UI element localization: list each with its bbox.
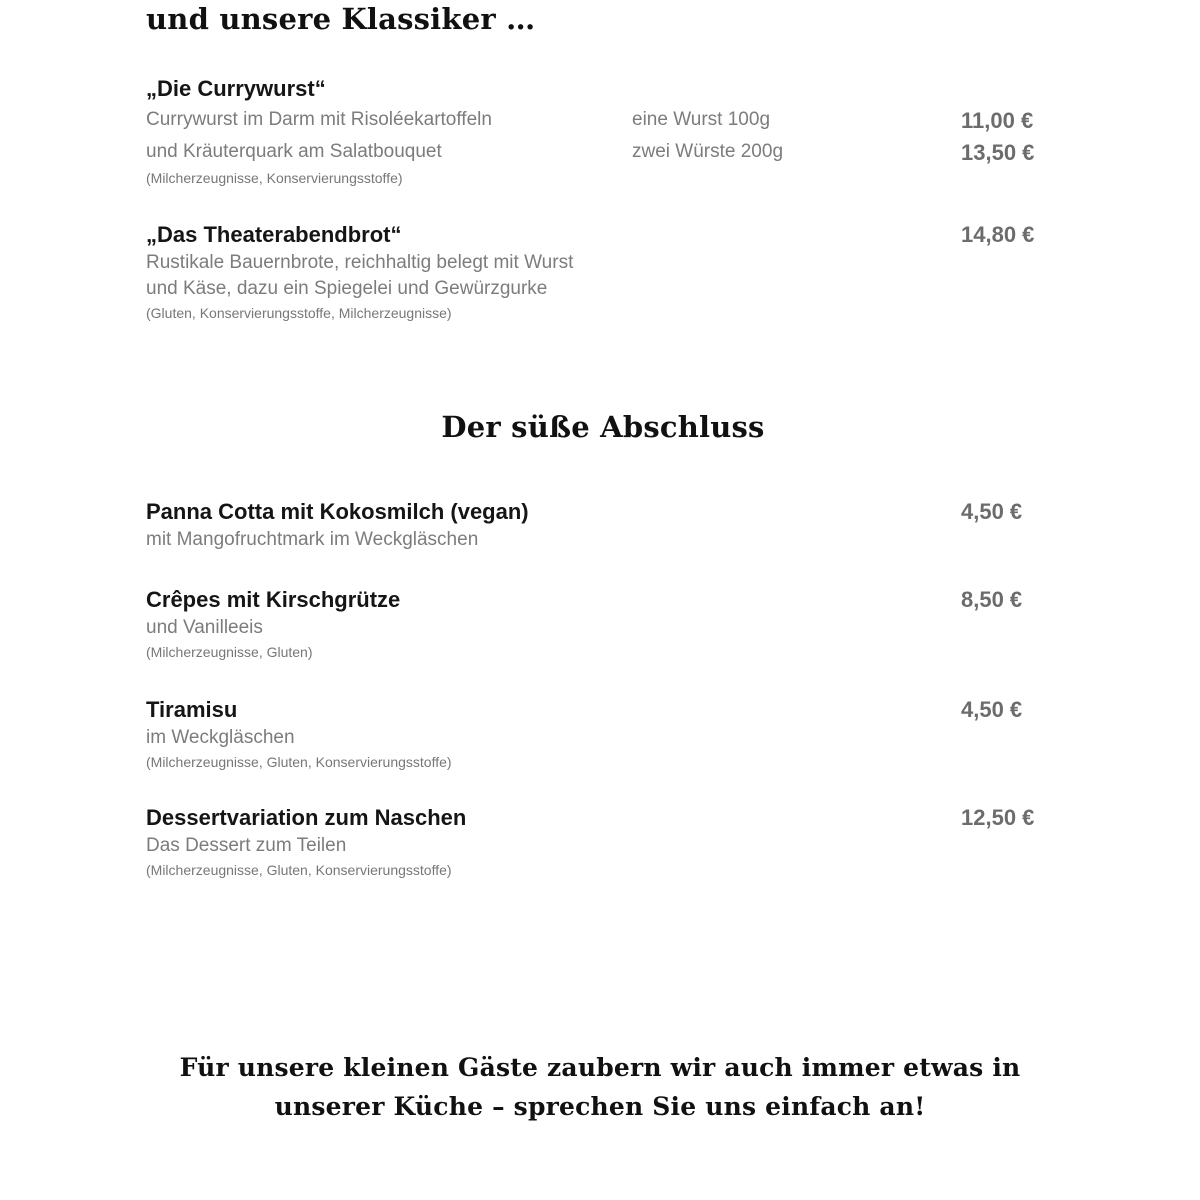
item-price: 13,50 € — [961, 140, 1035, 165]
item-name: Dessertvariation zum Naschen — [146, 805, 467, 830]
item-allergens: (Milcherzeugnisse, Gluten, Konservierungsstoffe) — [146, 862, 452, 878]
item-description: Das Dessert zum Teilen — [146, 835, 347, 856]
item-name: Crêpes mit Kirschgrütze — [146, 587, 401, 612]
item-description: und Kräuterquark am Salatbouquet — [146, 141, 442, 162]
item-allergens: (Milcherzeugnisse, Konservierungsstoffe) — [146, 170, 403, 186]
item-name: „Die Currywurst“ — [146, 76, 326, 101]
item-portion: zwei Würste 200g — [632, 141, 784, 162]
item-description: und Vanilleeis — [146, 617, 263, 638]
item-name: Tiramisu — [146, 697, 238, 722]
item-description: Currywurst im Darm mit Risoléekartoffeln — [146, 109, 492, 130]
item-price: 8,50 € — [961, 587, 1023, 612]
item-price: 4,50 € — [961, 697, 1023, 722]
item-price: 12,50 € — [961, 805, 1035, 830]
section-title-dessert: Der süße Abschluss — [441, 410, 765, 444]
item-name: Panna Cotta mit Kokosmilch (vegan) — [146, 499, 529, 524]
item-price: 4,50 € — [961, 499, 1023, 524]
item-price: 11,00 € — [961, 108, 1034, 133]
item-description: mit Mangofruchtmark im Weckgläschen — [146, 529, 479, 550]
section-title-classics: und unsere Klassiker … — [146, 2, 536, 36]
item-name: „Das Theaterabendbrot“ — [146, 222, 402, 247]
item-allergens: (Gluten, Konservierungsstoffe, Milcherzeugnisse) — [146, 305, 452, 321]
item-portion: eine Wurst 100g — [632, 109, 771, 130]
item-description: und Käse, dazu ein Spiegelei und Gewürzgurke — [146, 278, 548, 299]
item-description: Rustikale Bauernbrote, reichhaltig belegt mit Wurst — [146, 252, 574, 273]
item-price: 14,80 € — [961, 222, 1035, 247]
item-allergens: (Milcherzeugnisse, Gluten, Konservierungsstoffe) — [146, 754, 452, 770]
footer-note: Für unsere kleinen Gäste zaubern wir auch immer etwas in unserer Küche – sprechen Sie uns einfach an! — [179, 1053, 1021, 1121]
item-allergens: (Milcherzeugnisse, Gluten) — [146, 644, 313, 660]
item-description: im Weckgläschen — [146, 727, 295, 748]
